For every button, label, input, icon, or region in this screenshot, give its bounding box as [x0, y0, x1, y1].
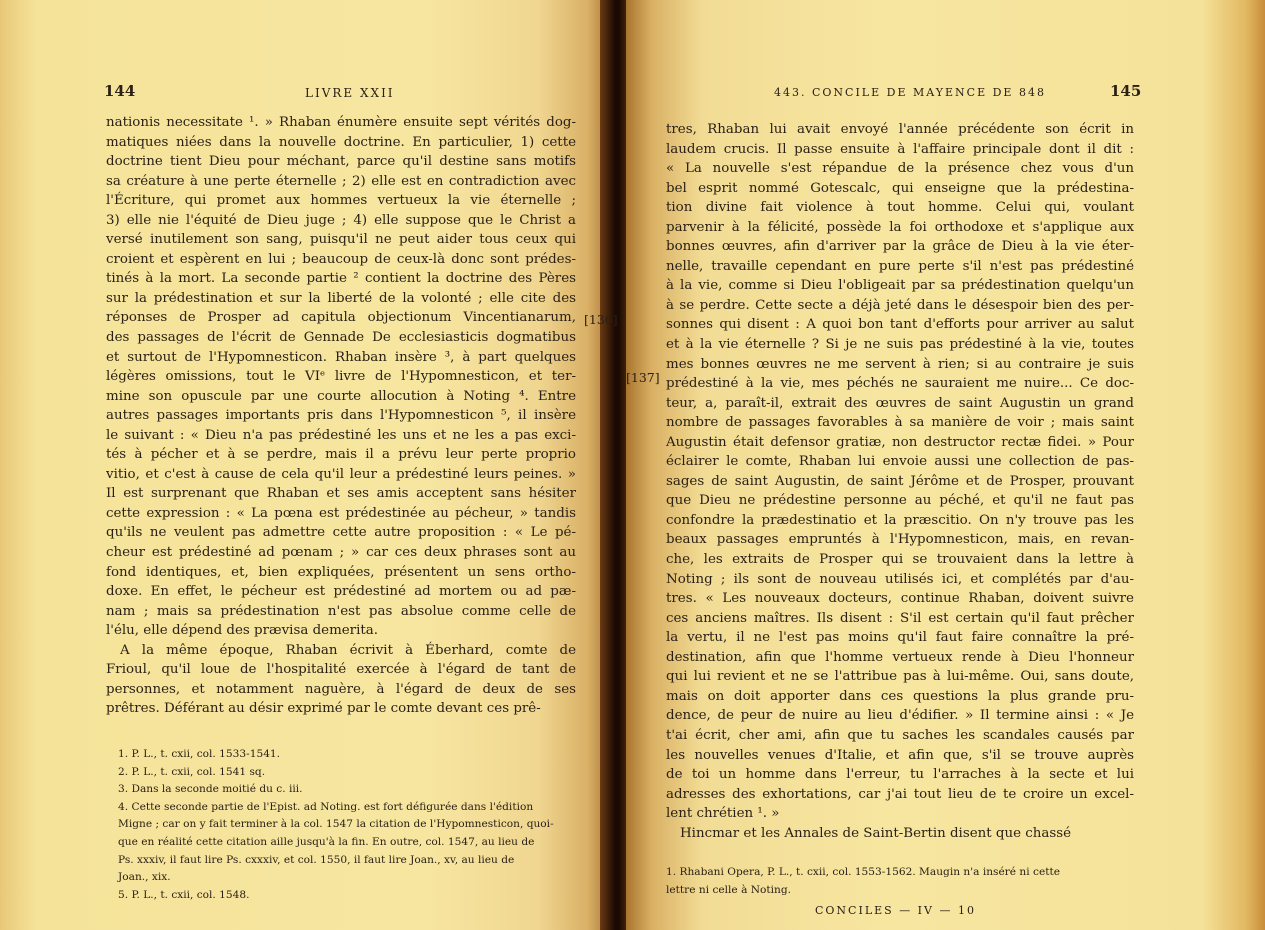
right-running-header: 443. CONCILE DE MAYENCE DE 848 — [774, 86, 1046, 99]
text-line: mes bonnes œuvres ne me servent à rien; si au contraire je suis — [666, 356, 1134, 372]
footnote-line: que en réalité cette citation aille jusqu'à la fin. En outre, col. 1547, au lieu de — [118, 835, 535, 848]
text-line: Noting ; ils sont de nouveau utilisés ici, et complétés par d'au- — [666, 571, 1134, 587]
text-line: et à la vie éternelle ? Si je ne suis pas prédestiné à la vie, toutes — [666, 337, 1134, 353]
text-line: nationis necessitate ¹. » Rhaban énumère ensuite sept vérités dog- — [106, 115, 576, 130]
text-line: cette expression : « La pœna est prédestinée au pécheur, » tandis — [106, 505, 576, 521]
footnote-line: Joan., xix. — [118, 871, 171, 884]
text-line: autres passages importants pris dans l'Hypomnesticon ⁵, il insère — [106, 408, 576, 424]
text-line: bonnes œuvres, afin d'arriver par la grâce de Dieu à la vie éter- — [666, 239, 1134, 255]
text-line: adresses des exhortations, car j'ai tout lieu de te croire un excel- — [666, 786, 1134, 802]
right-margin-ref-137: [137] — [626, 370, 660, 385]
text-line: confondre la prædestinatio et la præscitio. On n'y trouve pas les — [666, 512, 1134, 528]
text-line: l'Écriture, qui promet aux hommes vertueux la vie éternelle ; — [106, 193, 576, 209]
text-line: fond identiques, et, bien expliquées, présentent un sens ortho- — [106, 564, 576, 580]
footnote-line: 5. P. L., t. cxii, col. 1548. — [118, 888, 250, 901]
left-footnotes — [118, 746, 554, 904]
text-line: « La nouvelle s'est répandue de la présence chez vous d'un — [666, 161, 1134, 177]
text-line: doxe. En effet, le pécheur est prédestiné ad mortem ou ad pæ- — [106, 584, 576, 600]
text-line: nam ; mais sa prédestination n'est pas absolue comme celle de — [106, 603, 576, 619]
right-page-number: 145 — [1110, 82, 1142, 100]
text-line: qui lui revient et ne se l'attribue pas à lui-même. Oui, sans doute, — [666, 669, 1134, 685]
footnote-line: lettre ni celle à Noting. — [666, 883, 792, 896]
text-line: légères omissions, tout le VIᵉ livre de l'Hypomnesticon, et ter- — [106, 369, 576, 385]
text-line: sonnes qui disent : A quoi bon tant d'efforts pour arriver au salut — [666, 317, 1134, 333]
text-line: Augustin était defensor gratiæ, non destructor rectæ fidei. » Pour — [666, 434, 1134, 450]
text-line: ces anciens maîtres. Ils disent : S'il est certain qu'il faut prêcher — [666, 610, 1134, 626]
text-line: la vertu, il ne l'est pas moins qu'il faut faire connaître la pré- — [666, 630, 1134, 646]
text-line: prédestiné à la vie, mes péchés ne sauraient me nuire... Ce doc- — [666, 376, 1134, 392]
text-line: lent chrétien ¹. » — [666, 806, 780, 822]
text-line: dence, de peur de nuire au lieu d'édifier. » Il termine ainsi : « Je — [666, 708, 1134, 724]
text-line: personnes, et notamment naguère, à l'égard de deux de ses — [106, 681, 576, 697]
text-line: nelle, travaille cependant en pure perte s'il n'est pas prédestiné — [666, 258, 1134, 274]
footnote-line: 4. Cette seconde partie de l'Epist. ad Noting. est fort défigurée dans l'édition — [118, 800, 534, 813]
text-line: t'ai écrit, cher ami, afin que tu saches les scandales causés par — [666, 727, 1134, 743]
text-line: che, les extraits de Prosper qui se trouvaient dans la lettre à — [666, 552, 1134, 568]
text-line: destination, afin que l'homme vertueux rende à Dieu l'honneur — [666, 649, 1134, 665]
text-line: beaux passages empruntés à l'Hypomnesticon, mais, en revan- — [666, 532, 1134, 548]
left-running-header: LIVRE XXII — [305, 86, 395, 100]
text-line: laudem crucis. Il passe ensuite à l'affaire principale dont il dit : — [666, 141, 1134, 157]
text-line: tés à pécher et à se perdre, mais il a prévu leur perte proprio — [106, 447, 576, 463]
left-margin-ref-136: [136] — [584, 312, 618, 327]
text-line: à se perdre. Cette secte a déjà jeté dans le désespoir bien des per- — [666, 297, 1134, 313]
text-line: parvenir à la félicité, possède la foi orthodoxe et s'applique aux — [666, 219, 1134, 235]
text-line: croient et espèrent en lui ; beaucoup de ceux-là donc sont prédes- — [106, 251, 576, 267]
text-line: mais on doit apporter dans ces questions la plus grande pru- — [666, 688, 1134, 704]
text-line: que Dieu ne prédestine personne au péché, et qu'il ne faut pas — [666, 493, 1134, 509]
text-line: qu'ils ne veulent pas admettre cette autre proposition : « Le pé- — [106, 525, 576, 541]
footnote-line: 1. Rhabani Opera, P. L., t. cxii, col. 1553-1562. Maugin n'a inséré ni cette — [666, 866, 1060, 878]
text-line: 3) elle nie l'équité de Dieu juge ; 4) elle suppose que le Christ a — [106, 212, 576, 228]
right-body-text — [666, 120, 1134, 843]
text-line: doctrine tient Dieu pour méchant, parce qu'il destine sans motifs — [106, 154, 576, 170]
text-line: tres. « Les nouveaux docteurs, continue Rhaban, doivent suivre — [666, 591, 1134, 607]
left-page — [0, 0, 612, 930]
text-line: sages de saint Augustin, de saint Jérôme et de Prosper, prouvant — [666, 473, 1134, 489]
text-line: teur, a, paraît-il, extrait des œuvres de saint Augustin un grand — [666, 395, 1134, 411]
text-line: bel esprit nommé Gotescalc, qui enseigne que la prédestina- — [666, 180, 1134, 196]
footnote-line: Ps. xxxiv, il faut lire Ps. cxxxiv, et col. 1550, il faut lire Joan., xv, au lieu de — [118, 853, 515, 866]
signature-mark: CONCILES — IV — 10 — [815, 904, 976, 917]
left-page-number: 144 — [104, 82, 136, 100]
text-line: Hincmar et les Annales de Saint-Bertin disent que chassé — [680, 825, 1072, 841]
text-line: l'élu, elle dépend des prævisa demerita. — [106, 623, 378, 639]
text-line: versé inutilement son sang, puisqu'il ne peut aider tous ceux qui — [106, 232, 576, 248]
footnote-line: 3. Dans la seconde moitié du c. iii. — [118, 783, 303, 796]
text-line: prêtres. Déférant au désir exprimé par le comte devant ces prê- — [106, 701, 541, 717]
text-line: matiques niées dans la nouvelle doctrine. En particulier, 1) cette — [106, 134, 576, 150]
text-line: Frioul, qu'il loue de l'hospitalité exercée à l'égard de tant de — [106, 662, 576, 678]
footnote-line: Migne ; car on y fait terminer à la col. 1547 la citation de l'Hypomnesticon, quoi- — [118, 818, 554, 831]
text-line: sur la prédestination et sur la liberté de la volonté ; elle cite des — [106, 290, 576, 306]
text-line: à la vie, comme si Dieu l'obligeait par sa prédestination quelqu'un — [666, 278, 1134, 294]
text-line: les nouvelles venues d'Italie, et afin que, s'il se trouve auprès — [666, 747, 1134, 763]
text-line: A la même époque, Rhaban écrivit à Éberhard, comte de — [120, 642, 576, 658]
footnote-line: 2. P. L., t. cxii, col. 1541 sq. — [118, 765, 266, 778]
text-line: sa créature à une perte éternelle ; 2) elle est en contradiction avec — [106, 173, 576, 189]
text-line: tres, Rhaban lui avait envoyé l'année précédente son écrit in — [666, 122, 1134, 137]
left-body-text — [106, 113, 576, 719]
text-line: cheur est prédestiné ad pœnam ; » car ces deux phrases sont au — [106, 545, 576, 561]
text-line: éclairer le comte, Rhaban lui envoie aussi une collection de pas- — [666, 454, 1134, 470]
text-line: des passages de l'écrit de Gennade De ecclesiasticis dogmatibus — [106, 330, 576, 346]
text-line: Il est surprenant que Rhaban et ses amis acceptent sans hésiter — [106, 486, 576, 502]
text-line: nombre de passages favorables à sa manière de voir ; mais saint — [666, 415, 1134, 431]
text-line: tinés à la mort. La seconde partie ² contient la doctrine des Pères — [106, 271, 576, 287]
footnote-line: 1. P. L., t. cxii, col. 1533-1541. — [118, 748, 281, 760]
text-line: mine son opuscule par une courte allocution à Noting ⁴. Entre — [106, 388, 576, 404]
text-line: tion divine fait violence à tout homme. Celui qui, voulant — [666, 200, 1134, 216]
text-line: le suivant : « Dieu n'a pas prédestiné les uns et ne les a pas exci- — [106, 427, 576, 443]
text-line: réponses de Prosper ad capitula objectionum Vincentianarum, — [106, 310, 576, 326]
text-line: et surtout de l'Hypomnesticon. Rhaban insère ³, à part quelques — [106, 349, 576, 365]
right-footnotes — [666, 864, 1134, 899]
text-line: vitio, et c'est à cause de cela qu'il leur a prédestiné leurs peines. » — [106, 466, 576, 482]
text-line: de toi un homme dans l'erreur, tu l'arraches à la secte et lui — [666, 767, 1134, 783]
right-page — [626, 0, 1265, 930]
